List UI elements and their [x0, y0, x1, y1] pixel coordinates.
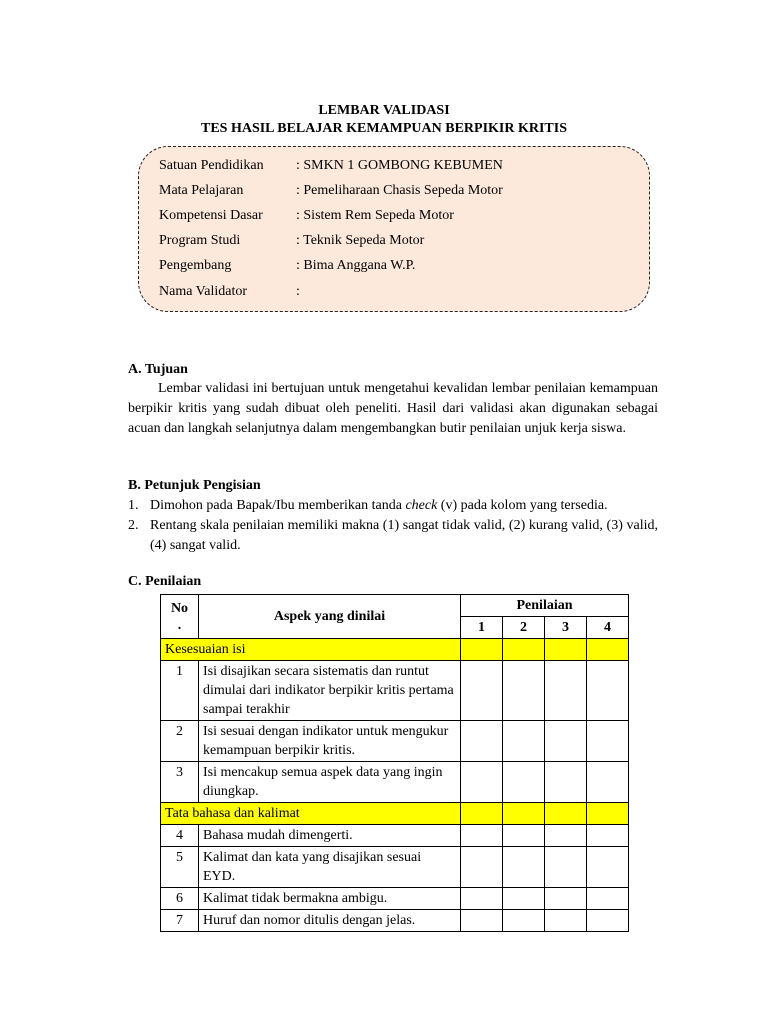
section-b-heading: B. Petunjuk Pengisian: [128, 478, 261, 493]
instruction-number: 2.: [128, 518, 139, 533]
table-row: [161, 888, 629, 910]
score-cell-2[interactable]: [503, 888, 545, 910]
score-header-4: 4: [587, 617, 629, 639]
score-cell-2[interactable]: [503, 910, 545, 932]
document-subtitle: TES HASIL BELAJAR KEMAMPUAN BERPIKIR KRITIS: [200, 121, 567, 136]
group-cell: [545, 639, 587, 661]
section-c-heading: C. Penilaian: [128, 574, 202, 589]
score-cell-3[interactable]: [545, 661, 587, 721]
score-cell-1[interactable]: [461, 661, 503, 721]
score-header-2: 2: [503, 617, 545, 639]
row-number: 6: [161, 888, 199, 910]
header-aspect: Aspek yang dinilai: [199, 595, 461, 639]
score-cell-2[interactable]: [503, 721, 545, 762]
instruction-italic: check: [405, 498, 438, 513]
group-cell: [587, 803, 629, 825]
group-label: Kesesuaian isi: [161, 639, 461, 661]
instruction-list: [128, 496, 658, 556]
group-cell: [461, 639, 503, 661]
info-label: Kompetensi Dasar: [159, 208, 263, 223]
score-cell-2[interactable]: [503, 847, 545, 888]
score-cell-3[interactable]: [545, 910, 587, 932]
score-cell-4[interactable]: [587, 721, 629, 762]
row-aspect: Isi sesuai dengan indikator untuk mengukur kemampuan berpikir kritis.: [199, 721, 461, 762]
table-header-row: [161, 595, 629, 617]
score-cell-3[interactable]: [545, 825, 587, 847]
instruction-item: [128, 496, 658, 516]
score-cell-4[interactable]: [587, 847, 629, 888]
group-row-kesesuaian-isi: [161, 639, 629, 661]
row-number: 7: [161, 910, 199, 932]
score-cell-1[interactable]: [461, 888, 503, 910]
row-aspect: Kalimat tidak bermakna ambigu.: [199, 888, 461, 910]
table-row: [161, 910, 629, 932]
group-cell: [503, 803, 545, 825]
group-cell: [461, 803, 503, 825]
score-cell-4[interactable]: [587, 825, 629, 847]
table-row: [161, 661, 629, 721]
score-cell-3[interactable]: [545, 762, 587, 803]
score-cell-3[interactable]: [545, 888, 587, 910]
row-aspect: Huruf dan nomor ditulis dengan jelas.: [199, 910, 461, 932]
row-number: 5: [161, 847, 199, 888]
section-a-heading: A. Tujuan: [128, 362, 188, 377]
score-cell-4[interactable]: [587, 910, 629, 932]
instruction-text-end: (v) pada kolom yang tersedia.: [437, 498, 608, 513]
row-number: 1: [161, 661, 199, 721]
header-no: No .: [161, 595, 199, 639]
score-cell-2[interactable]: [503, 661, 545, 721]
assessment-table: [160, 594, 629, 932]
identity-box: [138, 146, 650, 312]
section-a-text: Lembar validasi ini bertujuan untuk mengetahui kevalidan lembar penilaian kemampuan berpikir kritis yang sudah dibuat oleh peneliti. Hasil dari validasi akan digunakan sebagai acuan dan langkah selanjutnya dalam mengembangkan butir penilaian unjuk kerja siswa.: [128, 381, 658, 436]
table-row: [161, 762, 629, 803]
header-score: Penilaian: [461, 595, 629, 617]
score-cell-2[interactable]: [503, 825, 545, 847]
row-number: 3: [161, 762, 199, 803]
row-aspect: Isi mencakup semua aspek data yang ingin diungkap.: [199, 762, 461, 803]
group-label: Tata bahasa dan kalimat: [161, 803, 461, 825]
table-row: [161, 847, 629, 888]
info-label: Pengembang: [159, 258, 232, 273]
score-cell-1[interactable]: [461, 762, 503, 803]
info-label: Satuan Pendidikan: [159, 158, 264, 173]
row-aspect: Bahasa mudah dimengerti.: [199, 825, 461, 847]
score-cell-4[interactable]: [587, 888, 629, 910]
info-value: : Teknik Sepeda Motor: [296, 233, 425, 248]
group-cell: [503, 639, 545, 661]
info-value: : Pemeliharaan Chasis Sepeda Motor: [296, 183, 503, 198]
instruction-text: Rentang skala penilaian memiliki makna (1) sangat tidak valid, (2) kurang valid, (3) valid, (4) sangat valid.: [150, 518, 658, 553]
score-cell-4[interactable]: [587, 661, 629, 721]
instruction-number: 1.: [128, 498, 139, 513]
info-label: Mata Pelajaran: [159, 183, 244, 198]
info-value: : SMKN 1 GOMBONG KEBUMEN: [296, 158, 503, 173]
table-row: [161, 825, 629, 847]
table-row: [161, 721, 629, 762]
info-value: : Sistem Rem Sepeda Motor: [296, 208, 454, 223]
score-cell-3[interactable]: [545, 721, 587, 762]
document-title: LEMBAR VALIDASI: [318, 103, 450, 118]
row-number: 2: [161, 721, 199, 762]
instruction-text: Dimohon pada Bapak/Ibu memberikan tanda: [150, 498, 406, 513]
score-header-3: 3: [545, 617, 587, 639]
score-cell-1[interactable]: [461, 721, 503, 762]
group-cell: [545, 803, 587, 825]
info-label: Program Studi: [159, 233, 241, 248]
score-cell-1[interactable]: [461, 910, 503, 932]
score-header-1: 1: [461, 617, 503, 639]
info-value: :: [296, 284, 300, 299]
info-label: Nama Validator: [159, 284, 247, 299]
score-cell-2[interactable]: [503, 762, 545, 803]
info-value: : Bima Anggana W.P.: [296, 258, 416, 273]
instruction-item: [128, 516, 658, 556]
row-aspect: Kalimat dan kata yang disajikan sesuai EYD.: [199, 847, 461, 888]
score-cell-1[interactable]: [461, 825, 503, 847]
row-number: 4: [161, 825, 199, 847]
group-row-tata-bahasa: [161, 803, 629, 825]
score-cell-3[interactable]: [545, 847, 587, 888]
score-cell-4[interactable]: [587, 762, 629, 803]
score-cell-1[interactable]: [461, 847, 503, 888]
group-cell: [587, 639, 629, 661]
row-aspect: Isi disajikan secara sistematis dan runtut dimulai dari indikator berpikir kritis pertama sampai terakhir: [199, 661, 461, 721]
